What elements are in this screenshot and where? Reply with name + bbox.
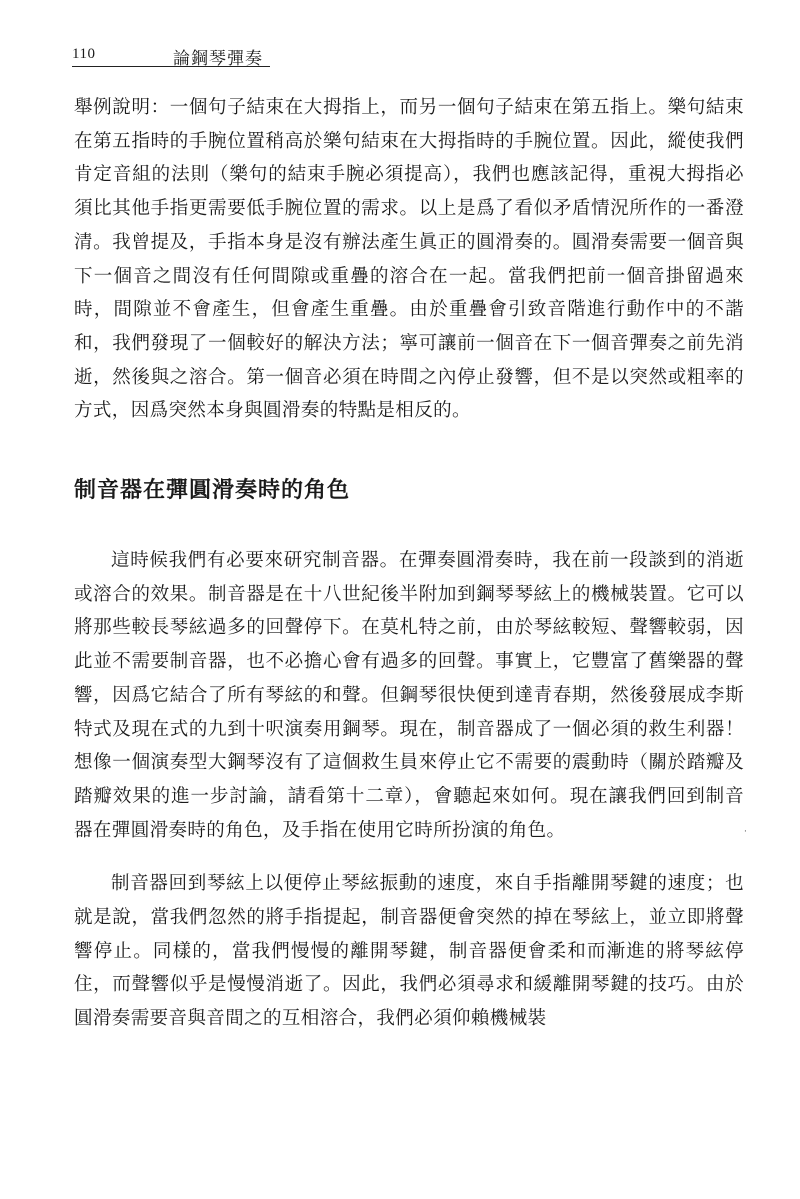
section-heading: 制音器在彈圓滑奏時的角色: [74, 477, 351, 504]
paragraph-1: 舉例說明：一個句子結束在大拇指上，而另一個句子結束在第五指上。樂句結束在第五指時的手腕位置稍高於樂句結束在大拇指時的手腕位置。因此，縱使我們肯定音組的法則（樂句的結束手腕必須提高），我們也應該記得，重視大拇指必須比其他手指更需要低手腕位置的需求。以上是爲了看似矛盾情況所作的一番澄清。我曾提及，手指本身是沒有辦法產生眞正的圓滑奏的。圓滑奏需要一個音與下一個音之間沒有任何間隙或重疊的溶合在一起。當我們把前一個音掛留過來時，間隙並不會產生，但會產生重疊。由於重疊會引致音階進行動作中的不諧和，我們發現了一個較好的解決方法；寧可讓前一個音在下一個音彈奏之前先消逝，然後與之溶合。第一個音必須在時間之內停止發響，但不是以突然或粗率的方式，因爲突然本身與圓滑奏的特點是相反的。: [74, 97, 744, 422]
page-number: 110: [72, 46, 96, 62]
paragraph-3: 制音器回到琴絃上以便停止琴絃振動的速度，來自手指離開琴鍵的速度；也就是說，當我們忽然的將手指提起，制音器便會突然的掉在琴絃上，並立即將聲響停止。同樣的，當我們慢慢的離開琴鍵，制音器便會柔和而漸進的將琴絃停住，而聲響似乎是慢慢消逝了。因此，我們必須尋求和緩離開琴鍵的技巧。由於圓滑奏需要音與音間之的互相溶合，我們必須仰賴機械裝: [74, 873, 744, 1030]
paragraph-2: 這時候我們有必要來研究制音器。在彈奏圓滑奏時，我在前一段談到的消逝或溶合的效果。制音器是在十八世紀後半附加到鋼琴琴絃上的機械裝置。它可以將那些較長琴絃過多的回聲停下。在莫札特之前，由於琴絃較短、聲響較弱，因此並不需要制音器，也不必擔心會有過多的回聲。事實上，它豐富了舊樂器的聲響，因爲它結合了所有琴絃的和聲。但鋼琴很快便到達青春期，然後發展成李斯特式及現在式的九到十呎演奏用鋼琴。現在，制音器成了一個必須的救生利器！想像一個演奏型大鋼琴沒有了這個救生員來停止它不需要的震動時（關於踏瓣及踏瓣效果的進一步討論，請看第十二章），會聽起來如何。現在讓我們回到制音器在彈圓滑奏時的角色，及手指在使用它時所扮演的角色。: [74, 550, 744, 841]
scan-speck: ·: [744, 827, 747, 837]
running-header: [72, 42, 270, 67]
page-body: [74, 91, 744, 1036]
book-title: 論鋼琴彈奏: [173, 49, 263, 69]
